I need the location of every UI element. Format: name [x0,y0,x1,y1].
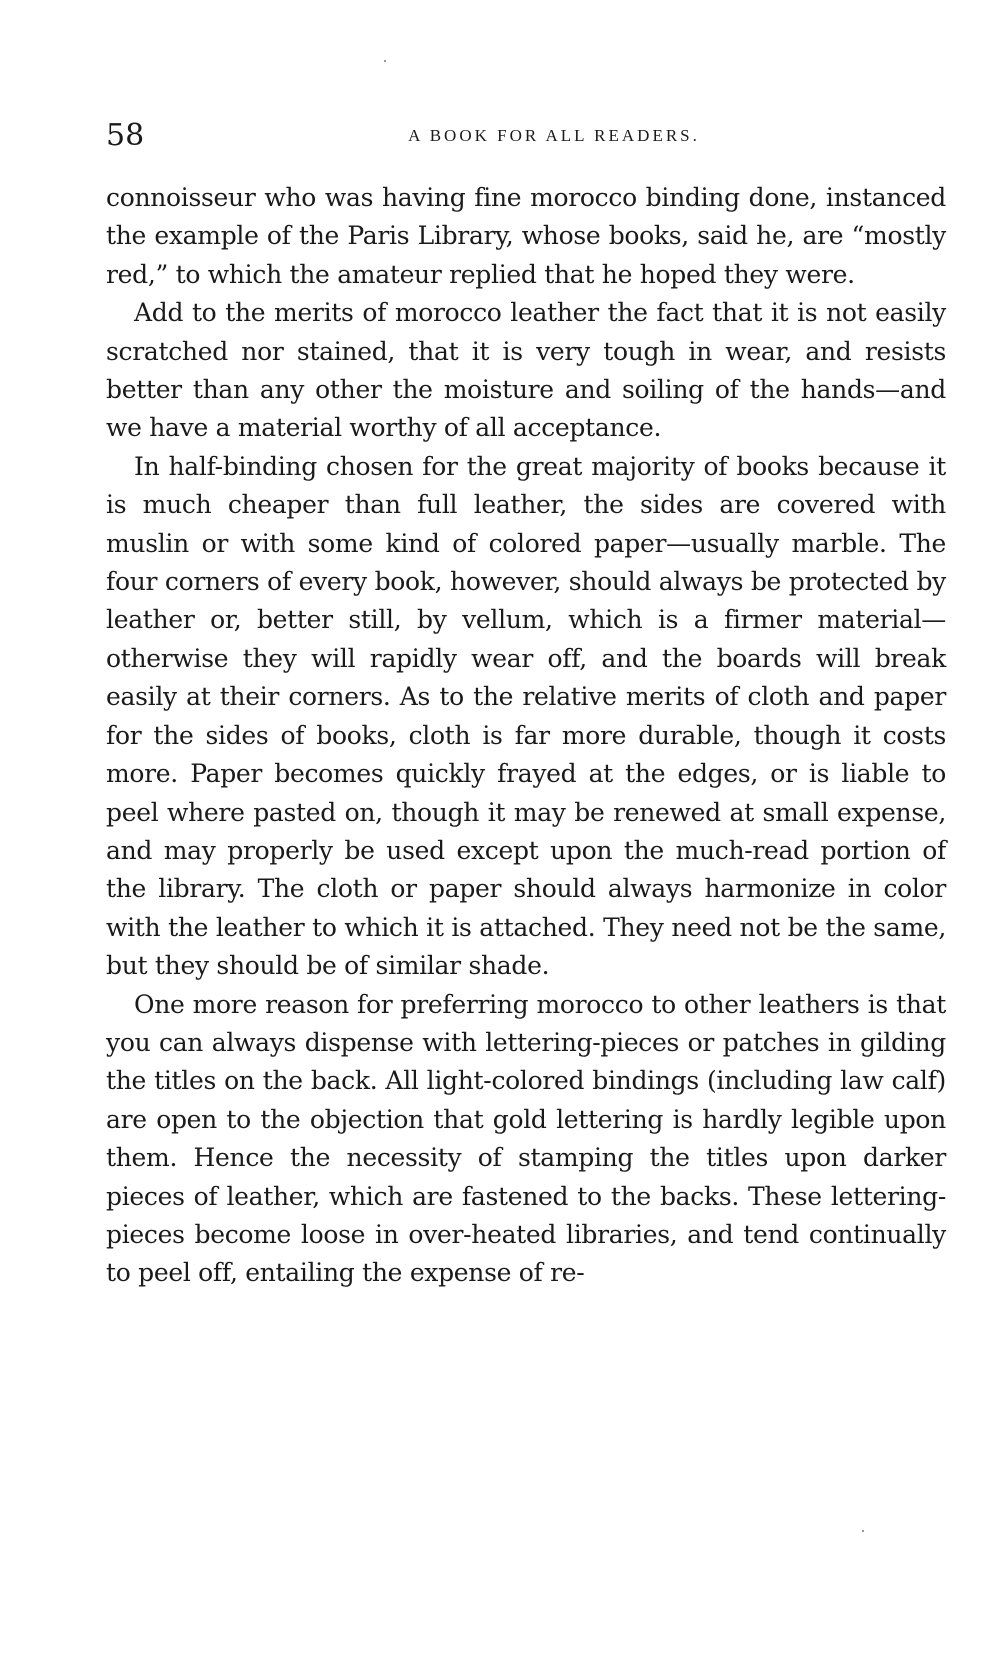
body-text [106,179,946,1293]
paragraph-half-binding: In half-binding chosen for the great majority of books because it is much cheaper than full leather, the sides are covered with muslin or with some kind of colored paper—usually marble. The four corners of every book, however, should always be protected by leather or, better still, by vellum, which is a firmer material—otherwise they will rapidly wear off, and the boards will break easily at their corners. As to the relative merits of cloth and paper for the sides of books, cloth is far more durable, though it costs more. Paper becomes quickly frayed at the edges, or is liable to peel where pasted on, though it may be renewed at small expense, and may properly be used except upon the much-read portion of the library. The cloth or paper should always harmonize in color with the leather to which it is attached. They need not be the same, but they should be of similar shade. [106,451,946,981]
paper-speck [862,1530,864,1532]
running-head [106,118,942,158]
paper-speck [384,60,386,62]
paragraph-continuation: connoisseur who was having fine morocco binding done, instanced the example of the Paris Library, whose books, said he, are “mostly red,” to which the amateur replied that he hoped they were. [106,183,946,289]
page-number: 58 [106,118,145,153]
running-title: A BOOK FOR ALL READERS. [408,126,700,145]
paragraph-morocco-merits: Add to the merits of morocco leather the fact that it is not easily scratched nor stained, that it is very tough in wear, and resists better than any other the moisture and soiling of the hands—and we have a material worthy of all acceptance. [106,298,946,443]
paragraph-lettering-pieces: One more reason for preferring morocco to other leathers is that you can always dispense with lettering-pieces or patches in gilding the titles on the back. All light-colored bindings (including law calf) are open to the objection that gold lettering is hardly legible upon them. Hence the necessity of stamping the titles upon darker pieces of leather, which are fastened to the backs. These lettering-pieces become loose in over-heated libraries, and tend continually to peel off, entailing the expense of re- [106,989,946,1288]
